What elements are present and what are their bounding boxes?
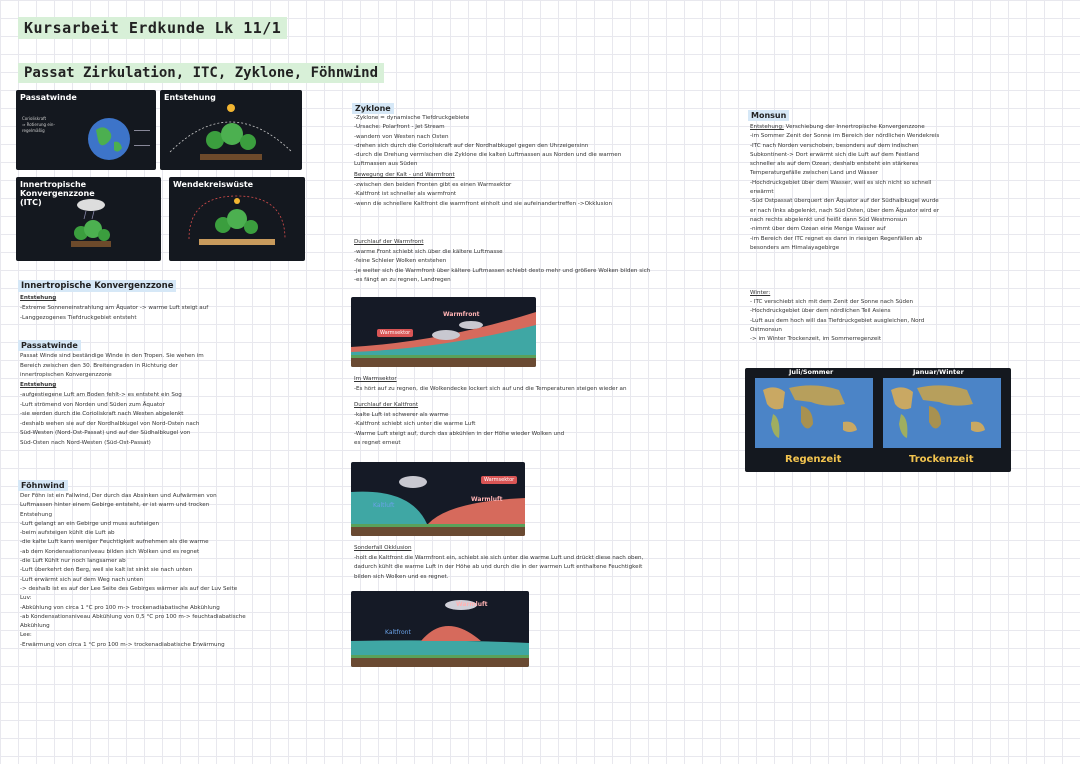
desert-trees-icon: [169, 191, 305, 261]
okklusion-heading: Sonderfall Okklusion: [354, 545, 412, 551]
passat-lines: [134, 130, 150, 146]
warmsektor-text: -Es hört auf zu regnen, die Wolkendecke lockert sich auf und die Temperaturen steigen wieder an: [354, 386, 627, 392]
passat-text: Passat Winde sind beständige Winde in den Tropen. Sie wehen im Bereich zwischen den 30. Breitengraden in Richtung der innertropischen Konvergenzzone: [20, 353, 204, 379]
monsun-maps: [745, 368, 1011, 472]
okklusion-illustration: [351, 591, 529, 667]
warmsektor-heading: Im Warmsektor: [354, 376, 397, 382]
warmluft-label-2: Warmluft: [456, 601, 488, 608]
regenzeit-caption: Regenzeit: [785, 454, 842, 465]
trockenzeit-caption: Trockenzeit: [909, 454, 974, 465]
warmluft-label-1: Warmluft: [471, 496, 503, 503]
winter-text: - ITC verschiebt sich mit dem Zenit der Sonne nach Süden -Hochdruckgebiet über dem nördlichen Teil Asiens -Luft aus dem hoch will das Tiefdruckgebiet ausgleichen, Nord Ostmonsun -> im Winter Trockenzeit, im Sommerregenzeit: [750, 299, 925, 343]
page-title: Kursarbeit Erdkunde Lk 11/1: [18, 17, 287, 39]
monsun-body: Verschiebung der Innertropische Konvergenzzone -im Sommer Zenit der Sonne im Bereich der nördlichen Wendekreis -ITC nach Norden verschoben, besonders auf dem indischen Subkontinent-> Dort erwärmt sich die Luft auf dem Festland schneller als auf dem Ozean, deshalb entsteht ein stärkeres Temperaturgefälle zwischen Land und Wasser -Hochdruckgebiet über dem Wasser, weil es sich nicht so schnell erwärmt -Süd Ostpassat überquert den Äquator auf der Südhalbkugel wurde er nach links abgelenkt, nach Süd Osten, über dem Äquator wird er nach rechts abgelenkt und heißt dann Süd Westmonsun -nimmt über dem Ozean eine Menge Wasser auf -im Bereich der ITC regnet es dann in riesigen Regenfällen ab besonders am Himalayagebirge: [750, 124, 940, 251]
map-summer: [755, 368, 873, 448]
foehn-text: Der Föhn ist ein Fallwind, Der durch das Absinken und Aufwärmen von Luftmassen hinter einem Gebirge entsteht, er ist warm und trocken Entstehung -Luft gelangt an ein Gebirge und muss aufsteigen -beim aufsteigen kühlt die Luft ab -die kalte Luft kann weniger Feuchtigkeit aufnehmen als die warme -ab dem Kondensationsniveau bilden sich Wolken und es regnet -die Luft Kühlt nur noch langsamer ab -Luft überkehrt den Berg, weil sie kalt ist sinkt sie nach unten -Luft erwärmt sich auf dem Weg nach unten -> deshalb ist es auf der Lee Seite des Gebirges wärmer als auf der Luv Seite Luv: -Abkühlung von circa 1 °C pro 100 m-> trockenadiabatische Abkühlung -ab Kondensationsniveau Abkühlung von 0,5 °C pro 100 m-> feuchtadiabatische Abkühlung Lee: -Erwärmung von circa 1 °C pro 100 m-> trockenadiabatische Erwärmung: [20, 493, 246, 648]
itc-heading: Innertropische Konvergenzzone: [18, 280, 176, 292]
kaltfront-text: -kalte Luft ist schwerer als warme -Kaltfront schiebt sich unter die warme Luft -Warme Luft steigt auf, durch das abkühlen in der Höhe wieder Wolken und es regnet erneut: [354, 412, 565, 446]
world-map-icon: [755, 378, 873, 448]
bewegung-heading: Bewegung der Kalt - und Warmfront: [354, 172, 455, 178]
monsun-heading: Monsun: [748, 110, 789, 121]
zyklone-text: -Zyklone = dynamische Tiefdruckgebiete -Ursache: Polarfront - Jet Stream -wandern von Westen nach Osten -drehen sich durch die Corioliskraft auf der Nordhalbkugel gegen den Uhrzeigersinn -durch die Drehung vermischen die Zyklone die kalten Luftmassen aus Norden und die warmen Luftmassen aus Süden: [354, 115, 622, 168]
itc-image: Innertropische Konvergenzzone (ITC): [16, 177, 161, 261]
kaltfront-label: Kaltfront: [385, 629, 411, 636]
bewegung-text: -zwischen den beiden Fronten gibt es einen Warmsektor -Kaltfront ist schneller als warmfront -wenn die schnellere Kaltfront die warmfront einholt und sie aufeinandertreffen ->Okklusion: [354, 182, 613, 207]
itc-subheading: Entstehung: [20, 295, 57, 301]
okklusion-diagram: [351, 591, 529, 667]
passat-heading: Passatwinde: [18, 340, 81, 351]
map-winter: [883, 368, 1001, 448]
page-subtitle: Passat Zirkulation, ITC, Zyklone, Föhnwind: [18, 63, 384, 83]
winter-heading: Winter:: [750, 290, 771, 296]
passat-note: Corioliskraft ⇒ Rotierung ein- regelmäßig: [22, 116, 55, 133]
map-summer-label: Juli/Sommer: [789, 368, 834, 376]
warmfront-heading: Durchlauf der Warmfront: [354, 239, 424, 245]
kaltluft-label: Kaltluft: [373, 502, 395, 509]
wendekreis-image: Wendekreiswüste: [169, 177, 305, 261]
globe-icon: [84, 114, 134, 164]
warmfront-text: -warme Front schiebt sich über die kältere Luftmasse -feine Schleier Wolken entstehen -je weiter sich die Warmfront über kältere Luftmassen schiebt desto mehr und größere Wolken bilden sich -es fängt an zu regnen, Landregen: [354, 249, 651, 283]
passatwinde-image: Passatwinde Corioliskraft ⇒ Rotierung ein- regelmäßig: [16, 90, 156, 170]
passat-subheading: Entstehung: [20, 382, 57, 388]
itc-text: -Extreme Sonneneinstrahlung am Äquator -> warme Luft steigt auf -Langgezogenes Tiefdruckgebiet entsteht: [20, 305, 209, 321]
map-winter-label: Januar/Winter: [913, 368, 964, 376]
zyklone-heading: Zyklone: [352, 103, 394, 114]
kaltfront-diagram: [351, 462, 525, 536]
warmsektor-label-2: Warmsektor: [481, 476, 517, 484]
warmsektor-label-1: Warmsektor: [377, 329, 413, 337]
monsun-text: [750, 123, 1055, 253]
monsun-subheading: Entstehung:: [750, 124, 784, 130]
warmfront-label: Warmfront: [443, 311, 480, 318]
cloud-trees-icon: [56, 197, 126, 257]
trees-sun-icon: [160, 102, 302, 170]
entstehung-image: Entstehung: [160, 90, 302, 170]
warmfront-diagram: [351, 297, 536, 367]
world-map-icon-2: [883, 378, 1001, 448]
okklusion-text: -holt die Kaltfront die Warmfront ein, schiebt sie sich unter die warme Luft und drückt diese nach oben, dadurch kühlt die warme Luft in der Höhe ab und durch die in der warmen Luft enthaltene Feuchtigkeit bilden sich Wolken und es regnet.: [354, 555, 644, 580]
passat-text-2: -aufgestiegene Luft am Boden fehlt-> es entsteht ein Sog -Luft strömend von Norden und Süden zum Äquator -sie werden durch die Corioliskraft nach Westen abgelenkt -deshalb wehen sie auf der Nordhalbkugel von Nord-Osten nach Süd-Westen (Nord-Ost-Passat) und auf der Südhalbkugel von Süd-Osten nach Nord-Westen (Süd-Ost-Passat): [20, 392, 200, 446]
kaltfront-heading: Durchlauf der Kaltfront: [354, 402, 419, 408]
foehn-heading: Föhnwind: [18, 480, 68, 491]
